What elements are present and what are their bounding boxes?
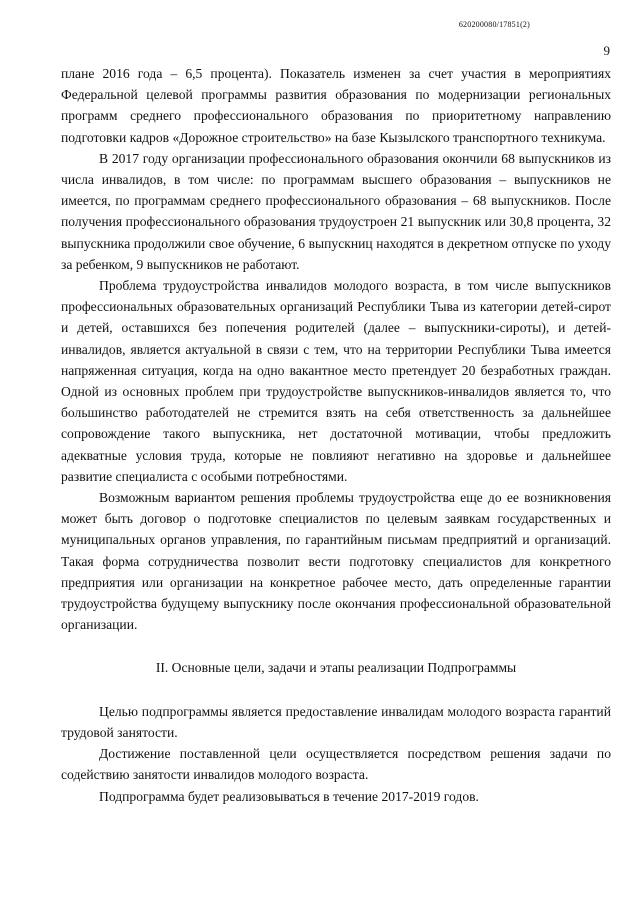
paragraph-continuation: плане 2016 года – 6,5 процента). Показатель изменен за счет участия в мероприятиях Федеральной целевой программы развития образования по модернизации региональных программ среднего профессионального образования по приоритетному направлению подготовки кадров «Дорожное строительство» на базе Кызылского транспортного техникума. xyxy=(61,66,611,145)
paragraph-employment-problem: Проблема трудоустройства инвалидов молодого возраста, в том числе выпускников профессиональных образовательных организаций Республики Тыва из категории детей-сирот и детей, оставшихся без попечения родителей (далее – выпускники-сироты), и детей-инвалидов, является актуальной в связи с тем, что на территории Республики Тыва имеется напряженная ситуация, когда на одно вакантное место претендует 20 безработных граждан. Одной из основных проблем при трудоустройстве выпускников-инвалидов является то, что большинство работодателей не стремится взять на себя ответственность за дальнейшее сопровождение такого выпускника, нет достаточной мотивации, чтобы предложить адекватные условия труда, которые не повлияют негативно на здоровье и дальнейшее развитие специалиста с особыми потребностями. xyxy=(61,278,611,484)
page-number: 9 xyxy=(603,43,610,58)
paragraph-solution: Возможным вариантом решения проблемы трудоустройства еще до ее возникновения может быть договор о подготовке специалистов по целевым заявкам государственных и муниципальных органов управления, по гарантийным письмам предприятий и организаций. Такая форма сотрудничества позволит вести подготовку специалистов для конкретного предприятия или организации на конкретное рабочее место, дать определенные гарантии трудоустройства будущему выпускнику после окончания профессиональной образовательной организации. xyxy=(61,490,611,633)
document-id: 620200080/17851(2) xyxy=(458,20,530,29)
paragraph-task: Достижение поставленной цели осуществляется посредством решения задачи по содействию занятости инвалидов молодого возраста. xyxy=(61,746,611,783)
section-heading: II. Основные цели, задачи и этапы реализации Подпрограммы xyxy=(155,660,517,676)
paragraph-goal: Целью подпрограммы является предоставление инвалидам молодого возраста гарантий трудовой занятости. xyxy=(61,703,611,740)
paragraph-graduates-2017: В 2017 году организации профессионального образования окончили 68 выпускников из числа инвалидов, в том числе: по программам высшего образования – выпускников не имеется, по программам среднего профессионального образования – 68 выпускников. После получения профессионального образования трудоустроен 21 выпускник или 30,8 процента, 32 выпускника продолжили свое обучение, 6 выпускниц находятся в декретном отпуске по уходу за ребенком, 9 выпускников не работают. xyxy=(61,150,611,272)
document-body xyxy=(61,63,611,807)
paragraph-timeline: Подпрограмма будет реализовываться в течение 2017-2019 годов. xyxy=(99,788,479,804)
